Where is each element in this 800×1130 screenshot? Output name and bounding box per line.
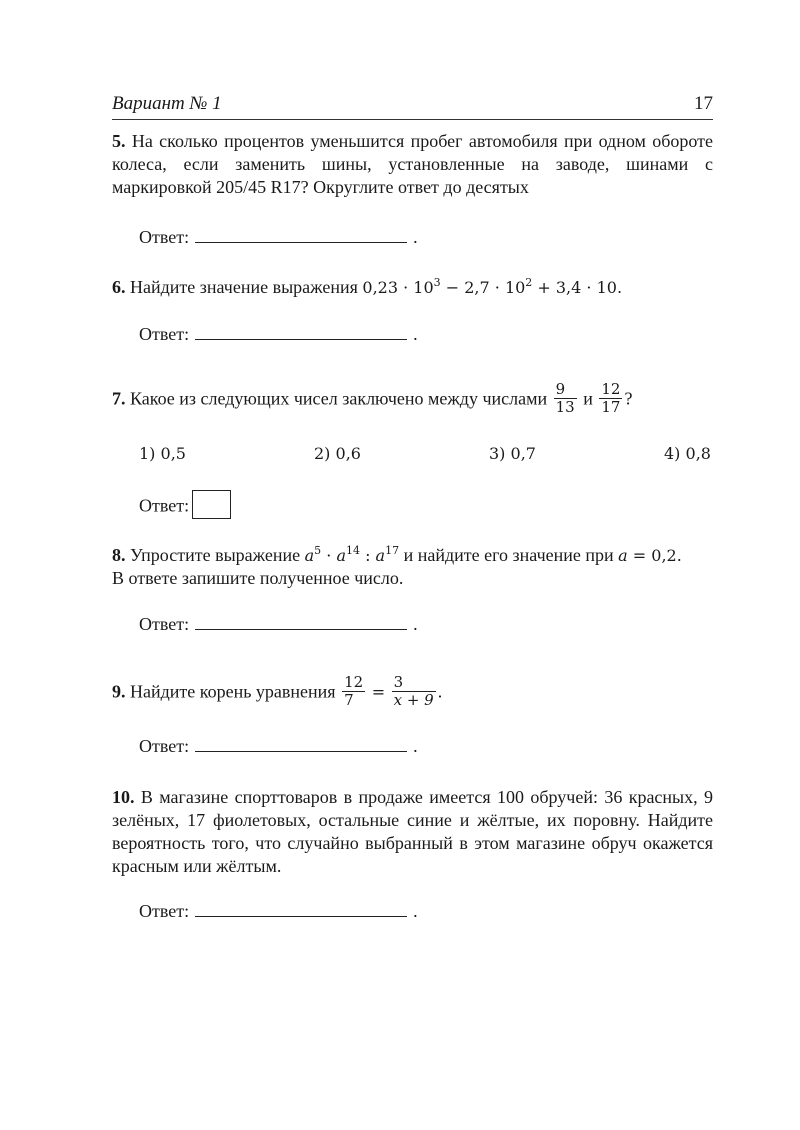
task-text: На сколько процентов уменьшится пробег автомобиля при одном обороте колеса, если заменить шины, установленные на заводе, шинами с маркировкой 205/45 R17? Округлите ответ до десятых: [112, 131, 714, 197]
math-expression: $0,23 \cdot 10^3 - 2,7 \cdot 10^2 + 3,4 \cdot 10$.: [362, 276, 623, 297]
page-header: [112, 93, 713, 120]
answer-label: Ответ:: [139, 901, 190, 921]
answer-label: Ответ:: [139, 736, 190, 756]
math-condition: a = 0,2.: [618, 546, 682, 565]
answer-line[interactable]: [195, 737, 407, 752]
answer-8: Ответ: .: [139, 614, 418, 634]
answer-label: Ответ:: [139, 227, 190, 247]
task-5: [112, 130, 713, 199]
fraction-3-x-plus-9: $\frac{3}{x + 9}$: [393, 673, 434, 709]
task-number: 5.: [112, 131, 126, 151]
task-7: 7. Какое из следующих чисел заключено между числами $\frac{9}{13}$ и $\frac{12}{17}$ ?: [112, 380, 633, 416]
task-9: 9. Найдите корень уравнения $\frac{12}{7}$ = $\frac{3}{x + 9}$ .: [112, 673, 443, 709]
task-text: В магазине спорттоваров в продаже имеется 100 обручей: 36 красных, 9 зелёных, 17 фиолетовых, остальные синие и жёлтые, их поровну. Найдите вероятность того, что случайно выбранный в этом магазине обруч окажется красным или жёлтым.: [112, 787, 714, 876]
answer-label: Ответ:: [139, 495, 190, 516]
task-number: 7.: [112, 388, 126, 409]
answer-6: Ответ: .: [139, 324, 418, 344]
answer-line[interactable]: [195, 615, 407, 630]
option-2[interactable]: 2) 0,6: [314, 444, 361, 463]
answer-5: Ответ: .: [139, 227, 418, 247]
fraction-9-13: $\frac{9}{13}$: [555, 380, 575, 416]
task-text: Какое из следующих чисел заключено между числами: [130, 388, 548, 409]
math-expression: $a^5 \cdot a^{14}$ : $a^{17}$: [304, 544, 400, 565]
variant-title: Вариант № 1: [112, 93, 222, 114]
task-text: Упростите выражение: [130, 545, 301, 565]
answer-line[interactable]: [195, 902, 407, 917]
answer-label: Ответ:: [139, 614, 190, 634]
task-text-line2: В ответе запишите полученное число.: [112, 568, 404, 588]
task-8: 8. Упростите выражение $a^5 \cdot a^{14}$ : $a^{17}$ и найдите его значение при a = 0,2. В ответе запишите полученное число.: [112, 544, 682, 588]
answer-7: [139, 493, 231, 522]
fraction-12-17: $\frac{12}{17}$: [601, 380, 621, 416]
answer-9: Ответ: .: [139, 736, 418, 756]
answer-label: Ответ:: [139, 324, 190, 344]
fraction-12-7: $\frac{12}{7}$: [344, 673, 364, 709]
task-number: 6.: [112, 277, 126, 297]
task-6: [112, 276, 713, 299]
task-number: 8.: [112, 545, 126, 565]
page-number: 17: [694, 93, 713, 114]
answer-options: [139, 444, 714, 468]
task-number: 10.: [112, 787, 135, 807]
option-3[interactable]: 3) 0,7: [489, 444, 536, 463]
answer-10: Ответ: .: [139, 901, 418, 921]
task-text: Найдите значение выражения: [130, 277, 358, 297]
task-number: 9.: [112, 681, 126, 702]
option-1[interactable]: 1) 0,5: [139, 444, 186, 463]
option-4[interactable]: 4) 0,8: [664, 444, 711, 463]
answer-line[interactable]: [195, 228, 407, 243]
task-10: [112, 786, 713, 878]
answer-line[interactable]: [195, 325, 407, 340]
task-text: Найдите корень уравнения: [130, 681, 336, 702]
answer-box[interactable]: [192, 490, 231, 519]
